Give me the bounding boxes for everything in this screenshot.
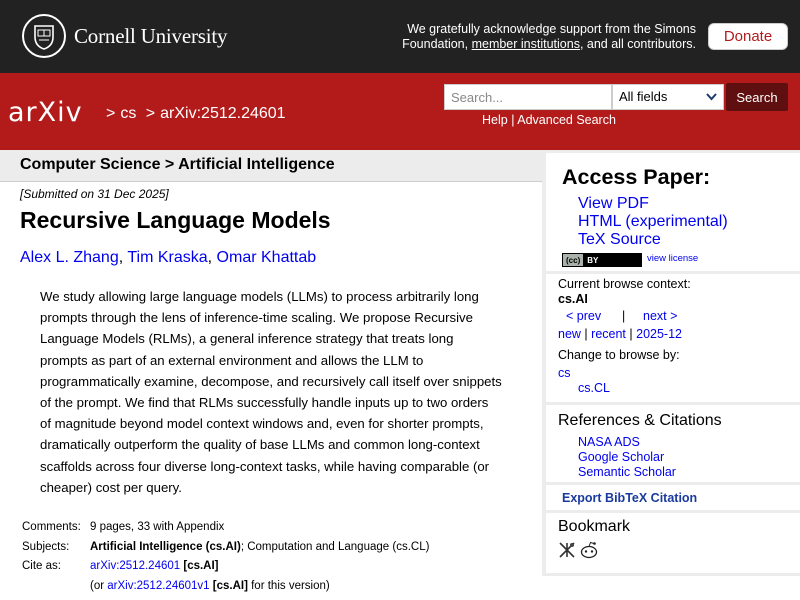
access-paper-box: [546, 153, 800, 271]
breadcrumb: > cs > arXiv:2512.24601: [106, 105, 286, 122]
member-institutions-link[interactable]: member institutions: [471, 37, 580, 51]
google-scholar-link[interactable]: Google Scholar: [578, 450, 665, 464]
semantic-scholar-link[interactable]: Semantic Scholar: [578, 465, 676, 479]
view-license-link[interactable]: view license: [647, 253, 699, 264]
browse-context-box: Current browse context: cs.AI < prev | next > new | recent | 2025-12 Change to browse by: cs cs.CL: [546, 274, 800, 402]
search-input[interactable]: [444, 84, 612, 110]
sidebar: [542, 150, 800, 576]
recent-link[interactable]: recent: [591, 327, 626, 341]
cornell-university-name: Cornell University: [74, 23, 228, 48]
cornell-logo[interactable]: [22, 14, 227, 58]
support-text: We gratefully acknowledge support from the Simons Foundation, member institutions, and all contributors.: [402, 22, 696, 51]
subject-heading: Computer Science > Artificial Intelligence: [0, 150, 542, 182]
search-button[interactable]: Search: [726, 83, 788, 111]
nasa-ads-link[interactable]: NASA ADS: [578, 435, 640, 449]
references-title: References & Citations: [558, 412, 722, 429]
cc-by-badge-icon[interactable]: (cc) BY: [562, 253, 642, 267]
cite-version-link[interactable]: arXiv:2512.24601v1: [107, 580, 210, 592]
search-field-select[interactable]: All fields: [612, 84, 724, 110]
author-link[interactable]: Alex L. Zhang: [20, 249, 119, 266]
html-experimental-link[interactable]: HTML (experimental): [578, 213, 728, 230]
arxiv-logo-text: arXiv: [8, 97, 83, 128]
cite-link[interactable]: arXiv:2512.24601: [90, 560, 181, 572]
bibtex-box: [546, 485, 800, 510]
view-pdf-link[interactable]: View PDF: [578, 195, 649, 212]
references-box: [546, 405, 800, 482]
arxiv-header: [0, 73, 800, 150]
author-link[interactable]: Omar Khattab: [216, 249, 317, 266]
breadcrumb-cs[interactable]: cs: [120, 105, 137, 122]
help-link[interactable]: Help: [482, 113, 508, 127]
cornell-seal-icon: [22, 14, 66, 58]
context-value: cs.AI: [558, 292, 588, 306]
tex-source-link[interactable]: TeX Source: [578, 231, 661, 248]
submission-date: [Submitted on 31 Dec 2025]: [20, 187, 169, 201]
browse-cs-link[interactable]: cs: [558, 366, 571, 380]
browse-cscl-link[interactable]: cs.CL: [578, 381, 610, 395]
advanced-search-link[interactable]: Advanced Search: [517, 113, 616, 127]
chevron-down-icon: [706, 93, 717, 101]
abstract: We study allowing large language models (LLMs) to process arbitrarily long prompts through the lens of inference-time scaling. We propose Recursive Language Models (RLMs), a general inference strategy that treats long prompts as part of an external environment and allows the LLM to programmatically examine, decompose, and recursively call itself over snippets of the prompt. We find that RLMs successfully handle inputs up to two orders of magnitude beyond model context windows and, even for shorter prompts, dramatically outperform the quality of base LLMs and common long-context scaffolds across four diverse long-context tasks, while having comparable (or cheaper) cost per query.: [40, 289, 502, 495]
next-link[interactable]: next >: [643, 309, 678, 323]
prev-link[interactable]: < prev: [566, 309, 602, 323]
arxiv-logo[interactable]: [8, 95, 102, 131]
top-bar: [0, 0, 800, 73]
author-list: Alex L. Zhang, Tim Kraska, Omar Khattab: [20, 249, 317, 266]
bookmark-title: Bookmark: [558, 518, 631, 535]
paper-title: Recursive Language Models: [20, 207, 331, 233]
help-links: Help | Advanced Search: [482, 113, 616, 127]
new-link[interactable]: new: [558, 327, 581, 341]
month-link[interactable]: 2025-12: [636, 327, 682, 341]
breadcrumb-paper-id: arXiv:2512.24601: [160, 105, 286, 122]
bibsonomy-icon[interactable]: [558, 541, 576, 559]
bookmark-box: [546, 513, 800, 573]
reddit-icon[interactable]: [579, 541, 599, 559]
access-paper-title: Access Paper:: [562, 165, 711, 189]
export-bibtex-link[interactable]: Export BibTeX Citation: [562, 491, 698, 505]
author-link[interactable]: Tim Kraska: [127, 249, 208, 266]
donate-button[interactable]: Donate: [708, 23, 788, 50]
